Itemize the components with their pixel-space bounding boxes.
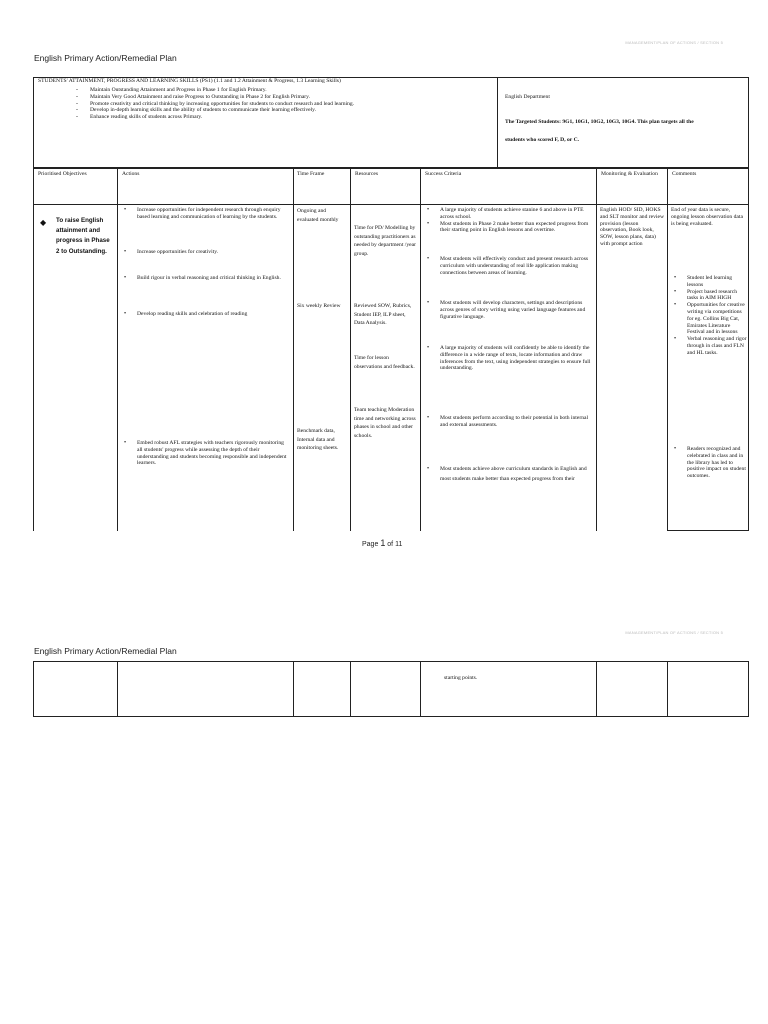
objective-text: To raise English attainment and progress in Phase 2 to Outstanding. <box>56 217 110 255</box>
comment-item: • Student led learning lessons <box>671 275 747 289</box>
plan-table-continued <box>33 661 749 717</box>
monitoring-text: English HOD/ SID, HOKS and SLT monitor and review provision (lesson observation, Book look, SOW, lesson plans, data) with prompt action <box>600 207 665 247</box>
action-item: • Embed robust AFL strategies with teachers rigorously monitoring all students' progress while assessing the depth of their understanding and students becoming responsible and independent learners. <box>121 440 289 467</box>
goal-item: - Develop in-depth learning skills and the ability of students to communicate their learning effectively. <box>74 107 494 114</box>
goal-item: - Enhance reading skills of students across Primary. <box>74 114 494 121</box>
action-item: • Build rigour in verbal reasoning and critical thinking in English. <box>121 275 289 282</box>
goal-item: - Maintain Very Good Attainment and raise Progress to Outstanding in Phase 2 for English Primary. <box>74 94 494 101</box>
col-header-objectives: Prioritised Objectives <box>38 171 87 177</box>
col-header-success-criteria: Success Criteria <box>425 171 462 177</box>
resource-3: Time for lesson observations and feedback. <box>354 355 415 370</box>
col-header-resources: Resources <box>355 171 378 177</box>
comment-item: • Opportunities for creative writing via competitions for eg. Collins Big Cat, Emirates Literature Festival and in lessons <box>671 302 747 336</box>
header-watermark-2: MANAGEMENT/PLAN OF ACTIONS / SECTION 5 <box>625 630 723 635</box>
comment-item: • Readers recognized and celebrated in class and in the library has led to positive impact on student outcomes. <box>671 446 747 480</box>
success-criteria-list <box>424 207 592 234</box>
success-item: • Most students in Phase 2 make better than expected progress from their starting point in English lessons and overtime. <box>424 221 592 235</box>
comment-item: • Project based research tasks in AIM HIGH <box>671 289 747 303</box>
diamond-bullet-icon: ◆ <box>40 218 47 227</box>
document-title: English Primary Action/Remedial Plan <box>34 53 177 63</box>
time-frame-3: Benchmark data, Internal data and monitoring sheets. <box>297 428 339 452</box>
header-watermark: MANAGEMENT/PLAN OF ACTIONS / SECTION 5 <box>625 40 723 45</box>
success-item: • Most students will develop characters, settings and descriptions across genres of story writing using varied language features and figurative language. <box>424 300 592 320</box>
comments-intro: End of year data is secure, ongoing lesson observation data is being evaluated. <box>671 207 743 227</box>
success-item: • Most students achieve above curriculum standards in English and most students make better than expected progress from their <box>424 465 592 484</box>
page-prefix: Page <box>362 541 379 548</box>
col-header-actions: Actions <box>122 171 140 177</box>
document-title-2: English Primary Action/Remedial Plan <box>34 646 177 656</box>
action-item: • Develop reading skills and celebration of reading <box>121 311 289 318</box>
goal-item: - Promote creativity and critical thinking by increasing opportunities for students to conduct research and lead learning. <box>74 101 494 108</box>
resource-1: Time for PD/ Modelling by outstanding practitioners as needed by department /year group. <box>354 225 416 257</box>
targeted-students: The Targeted Students: 9G1, 10G1, 10G2, 10G3, 10G4. This plan targets all the students who scored F, D, or C. <box>505 119 694 143</box>
action-item: • Increase opportunities for independent research through enquiry based learning and communication of learning by the students. <box>121 207 289 221</box>
resource-4: Team teaching Moderation time and networking across phases in school and other schools. <box>354 407 416 439</box>
success-item: • Most students will effectively conduct and present research across curriculum with understanding of real life application making connections between areas of learning. <box>424 256 592 276</box>
success-continued: starting points. <box>444 675 478 681</box>
page-current: 1 <box>380 538 386 548</box>
page-number <box>362 538 402 548</box>
action-item: • Increase opportunities for creativity. <box>121 249 289 256</box>
comments-list <box>671 275 747 357</box>
success-item: • A large majority of students achieve stanine 6 and above in PTE across school. <box>424 207 592 221</box>
goal-item: - Maintain Outstanding Attainment and Progress in Phase 1 for English Primary. <box>74 87 494 94</box>
comment-item: • Verbal reasoning and rigor through in class and FLN and HL tasks. <box>671 336 747 356</box>
actions-list <box>121 207 289 221</box>
col-header-monitoring: Monitoring & Evaluation <box>601 171 658 177</box>
col-header-time-frame: Time Frame <box>297 171 325 177</box>
goals-list <box>74 87 494 121</box>
department-label: English Department <box>505 94 550 100</box>
resource-2: Reviewed SOW, Rubrics, Student IEP, ILP sheet, Data Analysis. <box>354 303 412 327</box>
time-frame-2: Six weekly Review <box>297 303 341 309</box>
time-frame-1: Ongoing and evaluated monthly <box>297 208 339 223</box>
success-item: • A large majority of students will confidently be able to identify the difference in a wide range of texts, locate information and draw inferences from the text, using independent strategies to ensure full understanding. <box>424 345 592 372</box>
page-total: of 11 <box>387 541 403 548</box>
success-item: • Most students perform according to their potential in both internal and external assessments. <box>424 415 592 429</box>
col-header-comments: Comments <box>672 171 697 177</box>
info-heading: STUDENTS' ATTAINMENT, PROGRESS AND LEARNING SKILLS (PS1) (1.1 and 1.2 Attainment & Progress, 1.3 Learning Skills) <box>38 78 341 84</box>
